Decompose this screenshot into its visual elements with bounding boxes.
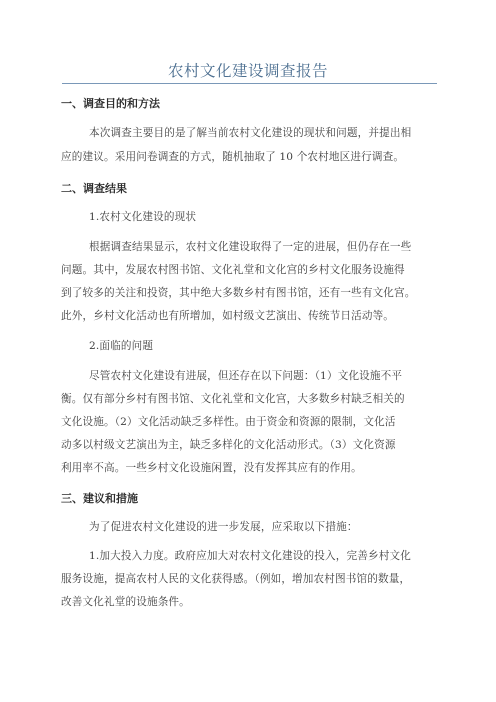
paragraph-line: 衡。仅有部分乡村有图书馆、文化礼堂和文化宫，大多数乡村缺乏相关的 <box>61 393 405 405</box>
paragraph-line: 问题。其中，发展农村图书馆、文化礼堂和文化宫的乡村文化服务设施得 <box>61 264 405 276</box>
paragraph-line: 利用率不高。一些乡村文化设施闲置，没有发挥其应有的作用。 <box>61 462 362 474</box>
document-title: 农村文化建设调查报告 <box>167 62 328 80</box>
paragraph-line: 1.加大投入力度。政府应加大对农村文化建设的投入，完善乡村文化 <box>89 550 411 562</box>
paragraph-line: 应的建议。采用问卷调查的方式，随机抽取了 10 个农村地区进行调查。 <box>61 151 405 163</box>
paragraph-line: 服务设施，提高农村人民的文化获得感。（例如，增加农村图书馆的数量， <box>61 573 411 585</box>
paragraph-line: 动多以村级文艺演出为主，缺乏多样化的文化活动形式。（3）文化资源 <box>61 439 396 451</box>
paragraph-line: 此外，乡村文化活动也有所增加，如村级文艺演出、传统节日活动等。 <box>61 310 395 322</box>
section-heading-results: 二、调查结果 <box>61 182 127 195</box>
title-underline <box>62 83 437 84</box>
paragraph-line: 为了促进农村文化建设的进一步发展，应采取以下措施： <box>89 521 358 533</box>
paragraph-line: 文化设施。（2）文化活动缺乏多样性。由于资金和资源的限制，文化活 <box>61 416 396 428</box>
paragraph-line: 根据调查结果显示，农村文化建设取得了一定的进展，但仍存在一些 <box>89 241 412 253</box>
section-heading-suggestions: 三、建议和措施 <box>61 492 138 505</box>
paragraph-line: 到了较多的关注和投资，其中绝大多数乡村有图书馆，还有一些有文化宫。 <box>61 287 416 299</box>
section-heading-purpose: 一、调查目的和方法 <box>61 97 160 110</box>
subheading-problems: 2.面临的问题 <box>89 340 154 352</box>
subheading-current-status: 1.农村文化建设的现状 <box>89 211 197 223</box>
paragraph-line: 本次调查主要目的是了解当前农村文化建设的现状和问题，并提出相 <box>89 127 412 139</box>
paragraph-line: 改善文化礼堂的设施条件。 <box>61 596 190 608</box>
paragraph-line: 尽管农村文化建设有进展，但还存在以下问题：（1）文化设施不平 <box>89 370 403 382</box>
